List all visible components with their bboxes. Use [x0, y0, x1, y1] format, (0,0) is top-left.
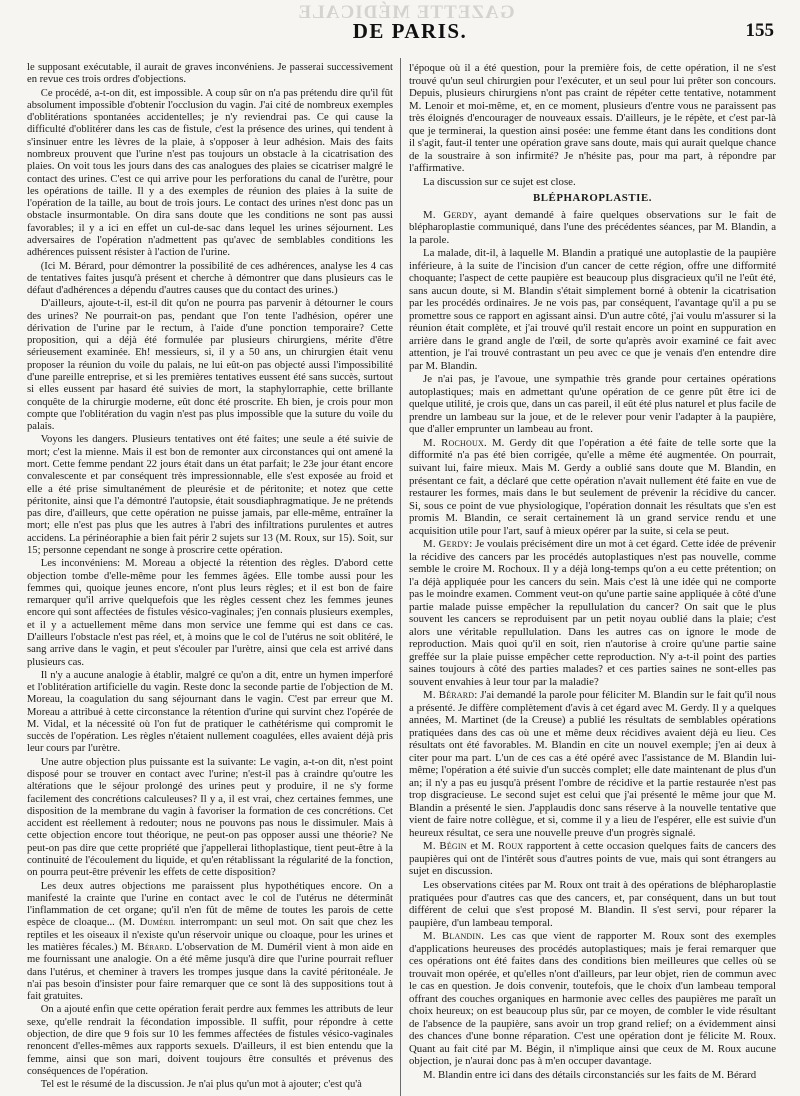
masthead-title: DE PARIS. — [352, 19, 468, 43]
paragraph: La discussion sur ce sujet est close. — [423, 175, 576, 188]
paragraph-text: Je voulais précisément dire un mot à cet égard. Cette idée de prévenir la récidive des cancers par les procédés autoplastiques n'est pas nouvelle, comme semble le croire M. Rochoux. Il y a déjà long-temps qu'on a eu cette prétention; on l'a déjà appliquée pour les cancers du sein. Mais c'est là une idée qui ne comporte pas le moindre examen. Comment veut-on qu'une partie saine appliquée à côté d'une partie malade puisse empêcher la repullulation du cancer? On sait que le plus souvent les cancers se reproduisent par un petit noyau oublié dans la plaie; c'est alors une véritable repullulation. Dans les autres cas on ignore le mode de reproduction. Mais quoi qu'il en soit, rien n'autorise à croire qu'une partie saine greffée sur la plaie puisse empêcher cette reproduction. N'y a-t-il point des parties saines toujours à côté des parties malades? et ces parties saines ne sont-elles pas souvent envahies à leur tour par la maladie? — [409, 538, 776, 688]
paragraph — [409, 689, 776, 839]
paragraph: Je n'ai pas, je l'avoue, une sympathie très grande pour certaines opérations autoplastiques; mais en admettant qu'une opération de ce genre pût être ici de quelque utilité, je crois que, dans un cas pareil, il eût été plus naturel et plus facile de prendre un lambeau sur la joue, et de le relever pour venir l'adapter à la paupière, que d'aller emprunter un lambeau au front. — [409, 373, 776, 436]
speaker-name: M. Bérard: — [423, 689, 478, 702]
paragraph-text: M. Gerdy dit que l'opération a été faite de telle sorte que la difformité n'a pas été bien corrigée, qu'elle a même été augmentée. On pourrait, suivant lui, faire mieux. Mais M. Gerdy a oublié sans doute que M. Blandin, en présentant ce fait, a déclaré que cette opération n'avait nullement été faite en vue de restaurer les formes, mais dans le but seulement de prévenir la récidive du cancer. Si, sous ce point de vue physiologique, l'opération donnait les résultats que s'en est promis M. Blandin, ce serait certainement là un grand service rendu et une acquisition utile pour l'art, sauf à mieux opérer par la suite, si cela se peut. — [409, 436, 776, 537]
paragraph: Les inconvéniens: M. Moreau a objecté la rétention des règles. D'abord cette objection tombe d'elle-même pour les femmes âgées. Elle tombe aussi pour les femmes qui, quoique jeunes encore, n'ont plus leurs règles; et il est bon de faire remarquer qu'il arrive quelquefois que les règles cessent chez les femmes jeunes encore qui sont affectées de fistules vésico-vaginales; j'en connais plusieurs exemples, et il y a actuellement même dans mon service une femme qui est dans ce cas. D'ailleurs l'obstacle n'est pas réel, et, à moins que le col de l'utérus ne soit oblitéré, le sang arrive dans le vagin, et peut s'écouler par l'urètre, ainsi que cela est arrivé dans plusieurs cas. — [27, 558, 393, 668]
paragraph-text: et — [466, 840, 482, 853]
speaker-name: M. Roux — [481, 840, 524, 853]
paragraph: le supposant exécutable, il aurait de graves inconvéniens. Je passerai successivement en revue ces trois ordres d'objections. — [27, 62, 393, 86]
page-number: 155 — [745, 20, 774, 41]
paragraph-text: Les cas que vient de rapporter M. Roux sont des exemples d'applications heureuses des procédés autoplastiques; mais je ferai remarquer que ces opérations ont été faites dans des conditions bien meilleures que celles où se trouvait mon opérée, et qu'elles n'ont d'ailleurs, par leur objet, rien de commun avec le cas en question. Je dois convenir, toutefois, que le choix d'un lambeau temporal offrant des couches organiques en harmonie avec celles des paupières me paraît un choix heureux; on est beaucoup plus sûr, par ce moyen, de combler le vide résultant de l'absence de la paupière, sans avoir un trop grand relief; on a évidemment ainsi des chances d'une bonne réparation. C'est une opération dont je félicite M. Roux. Quant au fait cité par M. Bégin, il n'implique ainsi que ceux de M. Roux aucune objection, je n'aurai donc pas à m'en occuper davantage. — [409, 930, 776, 1068]
paragraph-text: rapportent à cette occasion quelques faits de cancers des paupières qui ont de l'intérêt sous d'autres points de vue, mais qui sont étrangers au sujet en discussion. — [409, 840, 776, 878]
speaker-name: M. Rochoux. — [423, 436, 487, 449]
paragraph — [409, 437, 776, 537]
paragraph: Il n'y a aucune analogie à établir, malgré ce qu'on a dit, entre un hymen imperforé et l'oblitération artificielle du vagin. Reste donc la seconde partie de l'objection de M. Moreau, la coagulation du sang séjournant dans le vagin. C'est par erreur que M. Moreau a attribué à cette circonstance la rétention d'urine qui survint chez l'opérée de M. Vidal, et la nécessité où l'on fut de pratiquer le cathétérisme qui compromit le succès de l'opération. Les règles n'étaient nullement coagulées, elles avaient déjà pris leur cours par l'urètre. — [27, 669, 393, 755]
paragraph-text: J'ai demandé la parole pour féliciter M. Blandin sur le fait qu'il nous a présenté. Je diffère complètement d'avis à cet égard avec M. Gerdy. Il y a quelques années, M. Martinet (de la Creuse) a publié les résultats de semblables opérations pratiquées dans des cas où une et même deux récidives avaient déjà eu lieu. Ces résultats ont été favorables. M. Blandin en cite un nouvel exemple; j'en ai deux à citer pour ma part. L'un de ces cas a été opéré avec l'assistance de M. Blandin lui-même; l'opération a été suivie d'un succès complet; elle date maintenant de plus d'un an; il n'y a pas eu jusqu'à présent l'ombre de récidive et la partie restaurée n'est pas trop disgracieuse. Le second sujet est celui que j'ai présenté le même jour que M. Blandin a présenté le sien. J'applaudis donc sans réserve à la nouvelle tentative que vient de faire notre collègue, et si, comme il y a lieu de l'espérer, elle est suivie d'un heureux résultat, ce sera une nouvelle preuve d'un progrès signalé. — [409, 689, 776, 839]
column-divider — [400, 58, 401, 1096]
paragraph-text: Les deux autres objections me paraissent plus hypothétiques encore. On a manifesté la crainte que l'urine en contact avec le col de l'utérus ne déterminât l'inflammation de cet organe; qu'il n'en fût de même de toutes les parois de cette espèce de cloaque... ( — [27, 880, 393, 929]
speaker-name: M. Bégin — [423, 840, 467, 853]
paragraph: Voyons les dangers. Plusieurs tentatives ont été faites; une seule a été suivie de mort; c'est la mienne. Mais il est bon de remonter aux circonstances qui ont amené la mort. Cette femme pendant 22 jours était dans un état parfait; le 23e jour étant encore convalescente et par conséquent très impressionnable, elle s'est exposée au froid et elle a été prise simultanément de pleurésie et de péritonite; et notez que cette péritonite, ainsi que l'a démontré l'autopsie, était sousdiaphragmatique. Je ne prétends pas dire, d'ailleurs, que cette opération ne puisse jamais, par elle-même, entraîner la mort; elle n'est pas plus que les autres à l'abri des infiltrations purulentes et autres accidens. La périnéoraphie a bien fait périr 2 sujets sur 13 (M. Roux, sur 15). Soit, sur 15; personne cependant ne songe à proscrire cette opération. — [27, 434, 393, 556]
paragraph: La malade, dit-il, à laquelle M. Blandin a pratiqué une autoplastie de la paupière inférieure, à la suite de l'incision d'un cancer de cette région, offre une difformité choquante; l'aspect de cette paupière est beaucoup plus disgracieux qu'il ne l'eût été, sans aucun doute, si M. Blandin s'était simplement borné à obtenir la cicatrisation par les procédés ordinaires. Je ne vois pas, par conséquent, l'avantage qu'il a pu se promettre sous ce rapport en agissant ainsi. D'un autre côté, j'ai voulu m'assurer si la réunion était complète, et j'ai trouvé qu'il restait encore un point en suppuration en arrière dans le grand angle de l'œil, de sorte qu'après avoir examiné ce fait avec attention, je l'ai trouvé contrastant un peu avec ce que je venais d'en entendre dire par M. Blandin. — [409, 247, 776, 372]
bleed-through-masthead: GAZETTE MÉDICALE — [297, 2, 515, 23]
speaker-name: M. Blandin. — [423, 930, 485, 943]
paragraph: (Ici M. Bérard, pour démontrer la possibilité de ces adhérences, analyse les 4 cas de tentatives faites jusqu'à présent et cherche à démontrer que dans plusieurs cas le défaut d'adhérences a dépendu d'autres causes que du contact des urines.) — [27, 260, 393, 297]
left-column — [27, 62, 393, 1092]
paragraph — [409, 209, 776, 247]
right-column — [409, 62, 776, 1092]
speaker-name: M. Bérard. — [121, 941, 173, 953]
paragraph: M. Blandin entre ici dans des détails circonstanciés sur les faits de M. Bérard — [423, 1068, 757, 1081]
section-heading: BLÉPHAROPLASTIE. — [532, 192, 653, 205]
paragraph: Ce procédé, a-t-on dit, est impossible. A coup sûr on n'a pas prétendu dire qu'il fût absolument impossible d'obtenir l'occlusion du vagin. J'ai cité de nombreux exemples d'oblitérations spontanées accidentelles; je n'y reviendrai pas. Ce qui cause la difficulté d'oblitérer dans les cas de fistule, c'est la présence des urines, qui tendent à s'insinuer entre les lèvres de la plaie, à s'opposer à leur adhésion. Mais des faits nombreux prouvent que l'urine n'est pas toujours un obstacle à la cicatrisation des plaies. On voit tous les jours dans des cas analogues des plaies se cicatriser malgré le contact des urines. C'est ce qui arrive pour les perforations du canal de l'urètre, pour les opérations de taille. Il y a des exemples de réunion des plaies à la suite de l'opération de la taille, au bout de trois jours. Le contact des urines n'est donc pas un obstacle insurmontable. On dira sans doute que les conditions ne sont pas aussi favorables; il y a ici en effet un cul-de-sac dans lequel les urines séjournent. Les adversaires de l'opération n'admettent pas qu'avec de semblables conditions les adhérences puissent résister à l'action de l'urine. — [27, 87, 393, 259]
paragraph-text: L'observation de M. Duméril vient à mon aide en me fournissant une analogie. On a été même jusqu'à dire que l'urine pourrait refluer dans l'utérus, et cheminer à travers les trompes jusque dans la cavité péritonéale. Je n'ai pas besoin d'insister pour faire remarquer que ce sont là des suppositions tout à fait gratuites. — [27, 941, 393, 1003]
paragraph: Tel est le résumé de la discussion. Je n'ai plus qu'un mot à ajouter; c'est qu'à — [40, 1079, 362, 1091]
paragraph: Les observations citées par M. Roux ont trait à des opérations de blépharoplastie pratiquées pour d'autres cas que des cancers, et, par conséquent, dans un but tout différent de celui que s'est proposé M. Blandin. Il s'est servi, pour réparer la paupière, d'un lambeau temporal. — [409, 879, 776, 929]
speaker-name: M. Gerdy — [423, 208, 474, 221]
paragraph: l'époque où il a été question, pour la première fois, de cette opération, il ne s'est trouvé qu'un seul chirurgien pour l'exécuter, et un seul pour lui prêter son concours. Depuis, plusieurs chirurgiens n'ont pas craint de répéter cette tentative, notamment M. Lenoir et moi-même, et, en ce moment, plusieurs d'entre vous ne paraissent pas très éloignés d'encourager de nouveaux essais. D'ailleurs, je le répète, et c'est par-là que je terminerai, la question ainsi posée: une femme étant dans les conditions dont il s'agit, faut-il tenter une opération grave sans doute, mais qui aurait quelque chance de la soustraire à son infirmité? Je n'hésite pas, pour ma part, à répondre par l'affirmative. — [409, 62, 776, 175]
paragraph — [27, 881, 393, 1004]
paragraph — [409, 930, 776, 1068]
paragraph: On a ajouté enfin que cette opération ferait perdre aux femmes les attributs de leur sexe, qu'elle rendrait la fécondation impossible. Il suffit, pour répondre à cette objection, de dire que 9 fois sur 10 les femmes affectées de fistules vésico-vaginales renoncent d'elles-mêmes aux rapports sexuels. D'ailleurs, il est bien entendu que la femme, ainsi que son mari, doivent toujours être consultés et prévenus des conséquences de l'opération. — [27, 1004, 393, 1077]
speaker-name: M. Duméril — [122, 917, 176, 929]
paragraph: Une autre objection plus puissante est la suivante: Le vagin, a-t-on dit, n'est point disposé pour se trouver en contact avec l'urine; n'est-il pas à craindre qu'outre les altérations que le séjour prolongé des urines peut y produire, il ne s'y forme facilement des concrétions calculeuses? Il y a, il est vrai, chez certaines femmes, une disposition de la membrane du vagin à favoriser la formation de ces concrétions. Cet accident est réellement à redouter; nous ne pouvons pas nous le dissimuler. Mais à cette objection encore tout théorique, ne peut-on pas opposer aussi une théorie? Ne peut-on pas dire que cette propriété que j'appellerai lithoplastique, tient peut-être à la continuité de l'écoulement du liquide, et qu'en rétablissant la régularité de la fonction, on pourra peut-être prévenir les effets de cette disposition? — [27, 756, 393, 879]
paragraph: D'ailleurs, ajoute-t-il, est-il dit qu'on ne pourra pas parvenir à détourner le cours des urines? Ne pourrait-on pas, pendant que l'on tente l'adhésion, opérer une dérivation de l'urine par le rectum, à l'aide d'une ponction temporaire? Cette proposition, qui a déjà été formulée par plusieurs chirurgiens, mérite d'être sérieusement examinée. Eh! messieurs, si, il y a 50 ans, un chirurgien était venu proposer la réunion du voile du palais, ne lui eût-on pas objecté aussi l'impossibilité d'une pareille entreprise, et si les premières tentatives eussent été sans succès, surtout si elles eussent par hasard été suivies de mort, la staphylorraphie, cette brillante conquête de la chirurgie moderne, eût donc été proscrite. Eh bien, je crois pour mon compte que l'oblitération du vagin n'est pas plus impossible que la suture du voile du palais. — [27, 298, 393, 433]
paragraph — [409, 840, 776, 878]
speaker-name: M. Gerdy: — [423, 538, 473, 551]
paragraph-text: interrompant: un seul mot. On sait que chez les reptiles et les oiseaux il n'existe qu'un réservoir unique ou cloaque, pour les urines et les matières fécales.) — [27, 917, 393, 953]
paragraph-text: , ayant demandé à faire quelques observations sur le fait de blépharoplastie communiqué, dans l'une des précédentes séances, par M. Blandin, a la parole. — [409, 208, 776, 246]
paragraph — [409, 538, 776, 688]
